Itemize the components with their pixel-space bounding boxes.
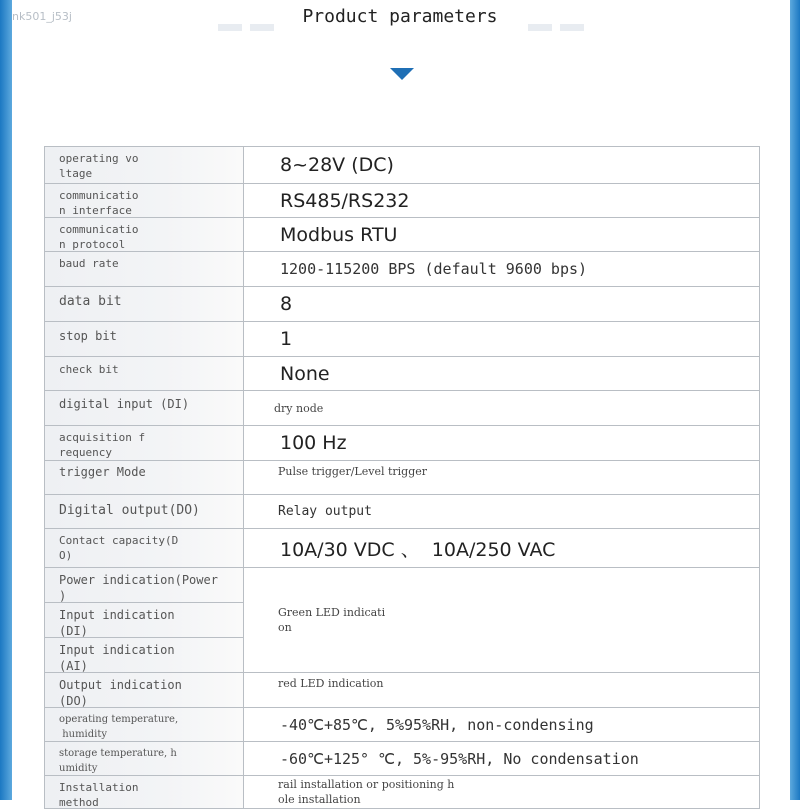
- spec-label: baud rate: [45, 252, 244, 286]
- spec-value: Modbus RTU: [280, 223, 398, 246]
- spec-label: data bit: [45, 287, 244, 321]
- spec-label: Contact capacity(D O): [45, 529, 244, 567]
- spec-value: dry node: [274, 401, 324, 415]
- spec-row: [45, 184, 759, 218]
- spec-row: [45, 529, 759, 568]
- spec-value: RS485/RS232: [280, 189, 410, 212]
- spec-table: [44, 146, 760, 809]
- spec-row: [45, 357, 759, 391]
- spec-value: rail installation or positioning h ole installation: [278, 778, 455, 806]
- indication-labels: [45, 568, 244, 672]
- spec-row: [45, 322, 759, 357]
- spec-label: stop bit: [45, 322, 244, 356]
- spec-row: [45, 673, 759, 708]
- spec-value: Relay output: [278, 504, 372, 519]
- spec-value: Green LED indicati on: [278, 606, 386, 634]
- spec-label: Input indication (AI): [45, 638, 243, 672]
- spec-row: [45, 391, 759, 426]
- spec-label: trigger Mode: [45, 461, 244, 494]
- spec-label: check bit: [45, 357, 244, 390]
- spec-value: Pulse trigger/Level trigger: [278, 465, 428, 478]
- spec-label: Output indication (DO): [45, 673, 244, 707]
- spec-row: [45, 708, 759, 742]
- spec-value: 100 Hz: [280, 432, 347, 454]
- spec-row: [45, 252, 759, 287]
- spec-row: [45, 742, 759, 776]
- spec-row: [45, 147, 759, 184]
- spec-value: red LED indication: [278, 677, 384, 690]
- spec-label: Installation method: [45, 776, 244, 808]
- spec-value: 1: [280, 328, 293, 350]
- spec-label: Input indication (DI): [45, 603, 243, 638]
- spec-label: Digital output(DO): [45, 495, 244, 528]
- spec-value: -40℃+85℃, 5%95%RH, non-condensing: [280, 715, 594, 734]
- spec-row: [45, 426, 759, 461]
- left-frame-border: [0, 0, 12, 800]
- watermark-text: nk501_j53j: [12, 10, 72, 23]
- spec-value: 8~28V (DC): [280, 154, 394, 176]
- spec-row: [45, 776, 759, 808]
- spec-value: 1200-115200 BPS (default 9600 bps): [280, 260, 588, 278]
- spec-row: [45, 495, 759, 529]
- spec-row: [45, 287, 759, 322]
- spec-label: digital input (DI): [45, 391, 244, 425]
- spec-label: operating temperature, humidity: [45, 708, 244, 741]
- spec-value: 8: [280, 293, 293, 315]
- spec-label: communicatio n protocol: [45, 218, 244, 251]
- spec-row: [45, 461, 759, 495]
- spec-label: Power indication(Power ): [45, 568, 243, 603]
- spec-label: communicatio n interface: [45, 184, 244, 217]
- spec-value: None: [280, 362, 330, 385]
- right-frame-border: [790, 0, 800, 800]
- spec-label: operating vo ltage: [45, 147, 244, 183]
- down-arrow-icon: [390, 68, 414, 80]
- page-title: Product parameters: [302, 6, 498, 27]
- spec-value: 10A/30 VDC 、 10A/250 VAC: [280, 538, 556, 561]
- spec-label: storage temperature, h umidity: [45, 742, 244, 775]
- spec-row: [45, 218, 759, 252]
- spec-value: -60℃+125° ℃, 5%-95%RH, No condensation: [280, 749, 639, 768]
- indication-group: [45, 568, 759, 673]
- spec-label: acquisition f requency: [45, 426, 244, 460]
